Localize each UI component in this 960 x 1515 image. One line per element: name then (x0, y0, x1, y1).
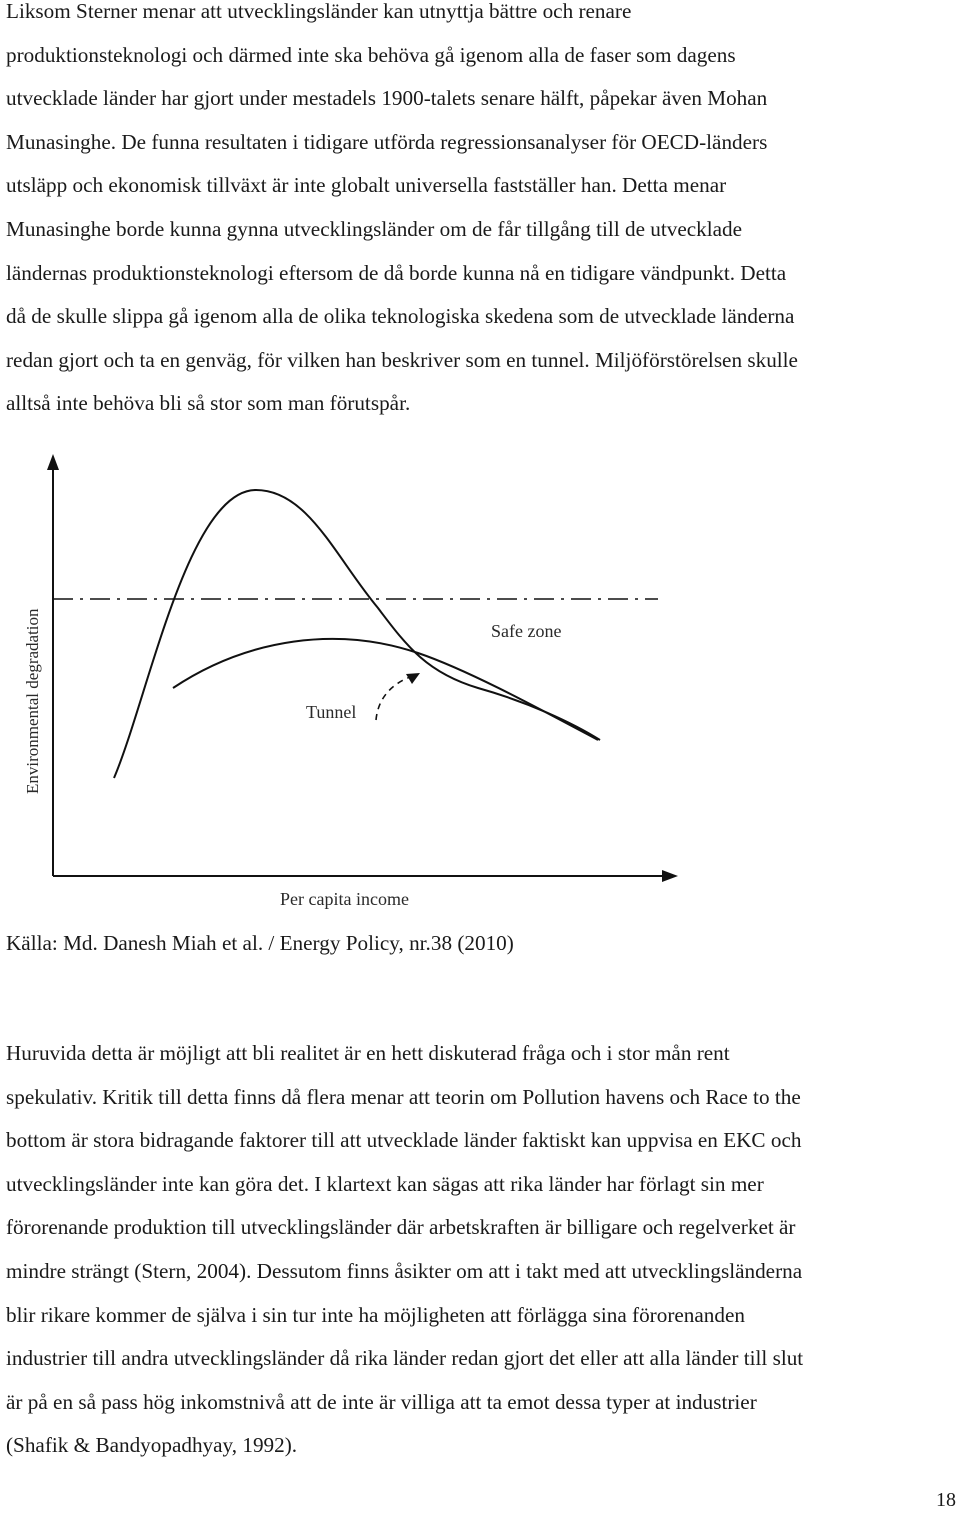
x-axis-arrowhead (662, 870, 678, 882)
paragraph-line: bottom är stora bidragande faktorer till att utvecklade länder faktiskt kan uppvisa en EKC och (6, 1128, 802, 1153)
page-number: 18 (936, 1489, 956, 1511)
tunnel-label: Tunnel (306, 702, 357, 722)
paragraph-line: Liksom Sterner menar att utvecklingsländer kan utnyttja bättre och renare (6, 0, 632, 23)
paragraph-line: produktionsteknologi och därmed inte ska behöva gå igenom alla de faser som dagens (6, 42, 736, 67)
paragraph-line: utvecklingsländer inte kan göra det. I klartext kan sägas att rika länder har förlagt sin mer (6, 1171, 764, 1196)
paragraph-line: förorenande produktion till utvecklingsländer där arbetskraften är billigare och regelverket är (6, 1215, 796, 1240)
paragraph-line: utsläpp och ekonomisk tillväxt är inte globalt universella fastställer han. Detta menar (6, 173, 727, 198)
paragraph-line: spekulativ. Kritik till detta finns då flera menar att teorin om Pollution havens och Race to the (6, 1084, 801, 1109)
paragraph-line: Huruvida detta är möjligt att bli realitet är en hett diskuterad fråga och i stor mån rent (6, 1041, 730, 1065)
body-paragraph-2 (6, 1032, 956, 1468)
x-axis-label: Per capita income (280, 889, 409, 909)
paragraph-line: mindre strängt (Stern, 2004). Dessutom finns åsikter om att i takt med att utvecklingsländerna (6, 1258, 803, 1283)
paragraph-line: Munasinghe. De funna resultaten i tidigare utförda regressionsanalyser för OECD-länders (6, 129, 768, 154)
paragraph-line: alltså inte behöva bli så stor som man förutspår. (6, 391, 411, 416)
ekc-tunnel-figure (18, 448, 688, 918)
body-paragraph-1 (6, 0, 956, 426)
tunnel-curve (173, 639, 598, 740)
y-axis-label: Environmental degradation (23, 608, 42, 794)
paragraph-line: redan gjort och ta en genväg, för vilken han beskriver som en tunnel. Miljöförstörelsen skulle (6, 347, 798, 372)
paragraph-line: då de skulle slippa gå igenom alla de olika teknologiska skedena som de utvecklade länderna (6, 304, 795, 329)
paragraph-line: blir rikare kommer de själva i sin tur inte ha möjligheten att förlägga sina förorenanden (6, 1302, 745, 1327)
y-axis-arrowhead (47, 454, 59, 470)
paragraph-line: är på en så pass hög inkomstnivå att de inte är villiga att ta emot dessa typer at industrier (6, 1389, 757, 1414)
paragraph-line: (Shafik & Bandyopadhyay, 1992). (6, 1433, 298, 1458)
paragraph-line: ländernas produktionsteknologi eftersom de då borde kunna nå en tidigare vändpunkt. Detta (6, 260, 787, 285)
paragraph-line: utvecklade länder har gjort under mestadels 1900-talets senare hälft, påpekar även Mohan (6, 86, 768, 111)
safe-zone-label: Safe zone (491, 621, 562, 641)
paragraph-line: Munasinghe borde kunna gynna utvecklingsländer om de får tillgång till de utvecklade (6, 216, 743, 241)
tunnel-arrow (376, 676, 413, 720)
figure-source-caption: Källa: Md. Danesh Miah et al. / Energy Policy, nr.38 (2010) (6, 931, 514, 955)
paragraph-line: industrier till andra utvecklingsländer då rika länder redan gjort det eller att alla länder till slut (6, 1346, 804, 1371)
